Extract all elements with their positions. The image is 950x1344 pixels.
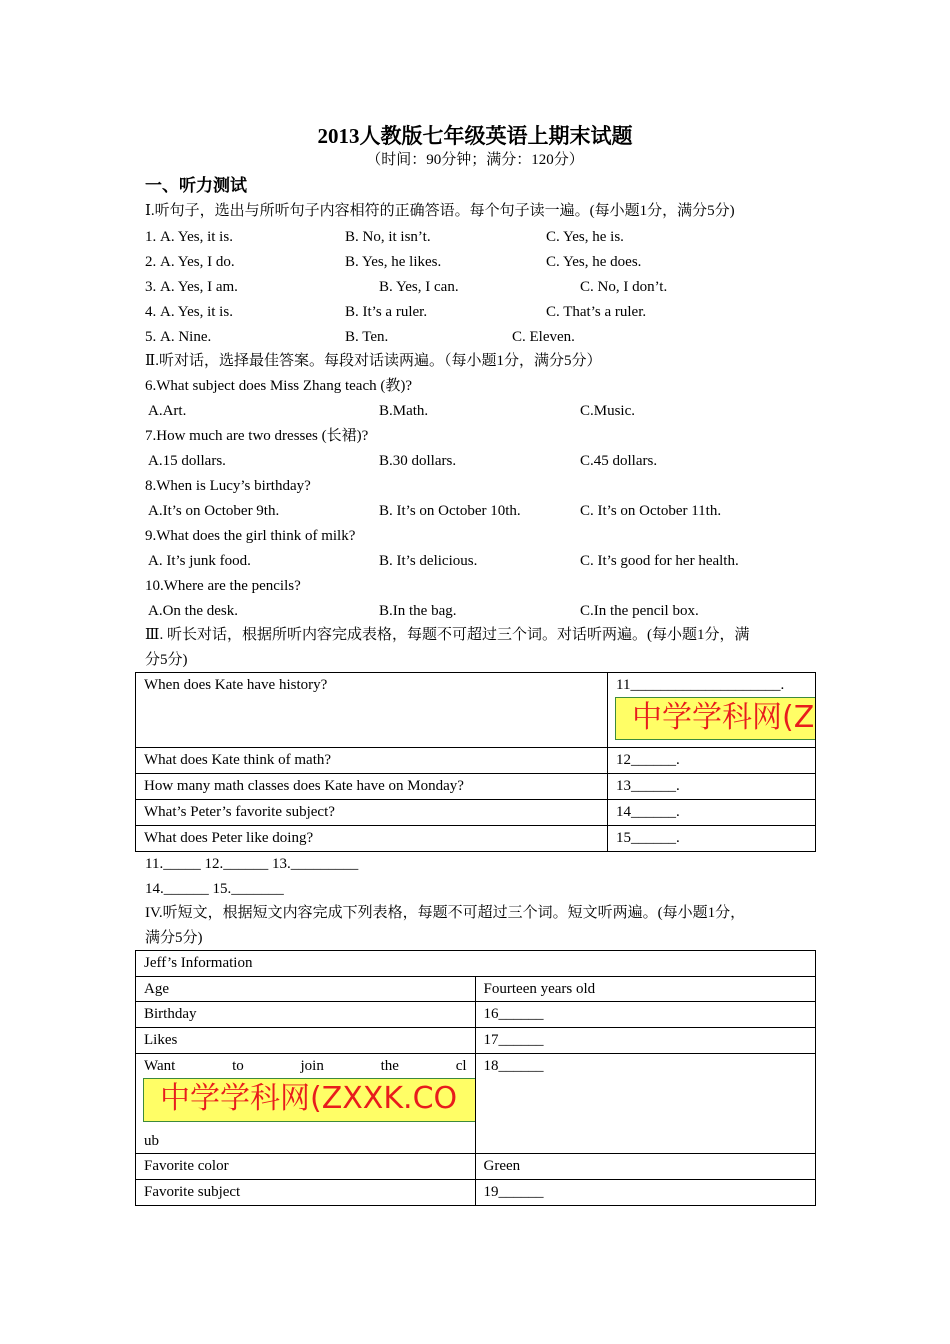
option-b: B.30 dollars. [379,453,457,469]
part3-answer-line: 14.______ 15._______ [145,881,284,897]
label-words [144,1057,467,1075]
option-c: C. That’s a ruler. [546,304,647,320]
part3-table [135,672,816,852]
question-number: 4. [145,304,157,320]
table-row [136,748,816,774]
info-label: Age [136,977,476,1002]
part3-answer-line: 11._____ 12.______ 13._________ [145,856,359,872]
table-header-row [136,951,816,977]
info-label: Likes [136,1028,476,1054]
part4-instruction: IV.听短文，根据短文内容完成下列表格，每题不可超过三个词。短文听两遍。(每小题1分， [145,905,746,921]
table-question: How many math classes does Kate have on Monday? [136,774,608,800]
option-c: C.Music. [580,403,636,419]
label-word: to [232,1058,244,1074]
answer-blank: 11____________________. [616,677,785,693]
table-row [136,826,816,852]
info-label: Favorite subject [136,1180,476,1206]
option-a: A.It’s on October 9th. [148,503,280,519]
label-word: Want [144,1058,176,1074]
info-label [136,1054,476,1154]
option-b: B. Yes, he likes. [345,254,442,270]
info-value: 18______ [475,1054,815,1154]
option-a: A. Yes, I do. [160,254,235,270]
option-a: A. Yes, it is. [160,304,233,320]
page-subtitle: （时间：90分钟；满分：120分） [366,152,584,168]
option-c: C. Yes, he is. [546,229,624,245]
answer-blank: 14______. [608,800,816,826]
question-text: 10.Where are the pencils? [145,578,301,594]
table-row [136,1154,816,1180]
option-a: A.15 dollars. [148,453,226,469]
table-row [136,774,816,800]
table-row [136,1028,816,1054]
answer-blank: 12______. [608,748,816,774]
info-value: 16______ [475,1002,815,1028]
answer-blank: 15______. [608,826,816,852]
part1-instruction: Ⅰ.听句子，选出与所听句子内容相符的正确答语。每个句子读一遍。(每小题1分，满分5分) [145,203,735,219]
option-c: C. It’s good for her health. [580,553,739,569]
question-number: 5. [145,329,157,345]
part2-instruction: Ⅱ.听对话，选择最佳答案。每段对话读两遍。（每小题1分，满分5分） [145,353,602,369]
option-b: B. It’s a ruler. [345,304,428,320]
table-row [136,800,816,826]
option-a: A. It’s junk food. [148,553,251,569]
page-title: 2013人教版七年级英语上期末试题 [317,124,633,148]
option-b: B. Ten. [345,329,389,345]
info-value: Fourteen years old [475,977,815,1002]
part4-instruction-cont: 满分5分) [145,930,203,946]
table-question: When does Kate have history? [136,673,608,748]
question-text: 8.When is Lucy’s birthday? [145,478,311,494]
table-question: What does Peter like doing? [136,826,608,852]
question-number: 3. [145,279,157,295]
option-c: C.45 dollars. [580,453,658,469]
watermark-logo: 中学学科网(ZXXK.CO [143,1078,475,1122]
option-b: B. It’s delicious. [379,553,478,569]
question-text: 9.What does the girl think of milk? [145,528,356,544]
question-number: 1. [145,229,157,245]
question-text: 6.What subject does Miss Zhang teach (教)? [145,378,413,394]
section-heading: 一、听力测试 [145,176,247,196]
option-c: C.In the pencil box. [580,603,699,619]
info-value: 17______ [475,1028,815,1054]
table-header: Jeff’s Information [136,951,816,977]
part3-instruction: Ⅲ. 听长对话，根据所听内容完成表格，每题不可超过三个词。对话听两遍。(每小题1分，满 [145,627,750,643]
option-b: B. No, it isn’t. [345,229,431,245]
option-b: B. It’s on October 10th. [379,503,521,519]
info-label: Favorite color [136,1154,476,1180]
table-row [136,1054,816,1154]
info-label: Birthday [136,1002,476,1028]
option-a: A. Yes, it is. [160,229,233,245]
table-question: What does Kate think of math? [136,748,608,774]
answer-blank: 13______. [608,774,816,800]
part4-table [135,950,816,1206]
option-b: B. Yes, I can. [379,279,459,295]
option-a: A.Art. [148,403,187,419]
question-number: 2. [145,254,157,270]
label-tail: ub [144,1133,159,1149]
option-a: A.On the desk. [148,603,238,619]
label-word: join [300,1058,324,1074]
option-a: A. Nine. [160,329,212,345]
option-c: C. Eleven. [512,329,575,345]
option-c: C. Yes, he does. [546,254,642,270]
table-row [136,1002,816,1028]
part3-instruction-cont: 分5分) [145,652,188,668]
table-row [136,1180,816,1206]
option-b: B.Math. [379,403,429,419]
label-word: cl [455,1058,467,1074]
table-row [136,977,816,1002]
option-c: C. No, I don’t. [580,279,668,295]
answer-cell [608,673,816,748]
table-row [136,673,816,748]
table-question: What’s Peter’s favorite subject? [136,800,608,826]
option-c: C. It’s on October 11th. [580,503,722,519]
info-value: Green [475,1154,815,1180]
option-b: B.In the bag. [379,603,457,619]
question-text: 7.How much are two dresses (长裙)? [145,428,369,444]
watermark-logo: 中学学科网(Z [615,697,815,740]
option-a: A. Yes, I am. [160,279,238,295]
label-word: the [380,1058,399,1074]
info-value: 19______ [475,1180,815,1206]
